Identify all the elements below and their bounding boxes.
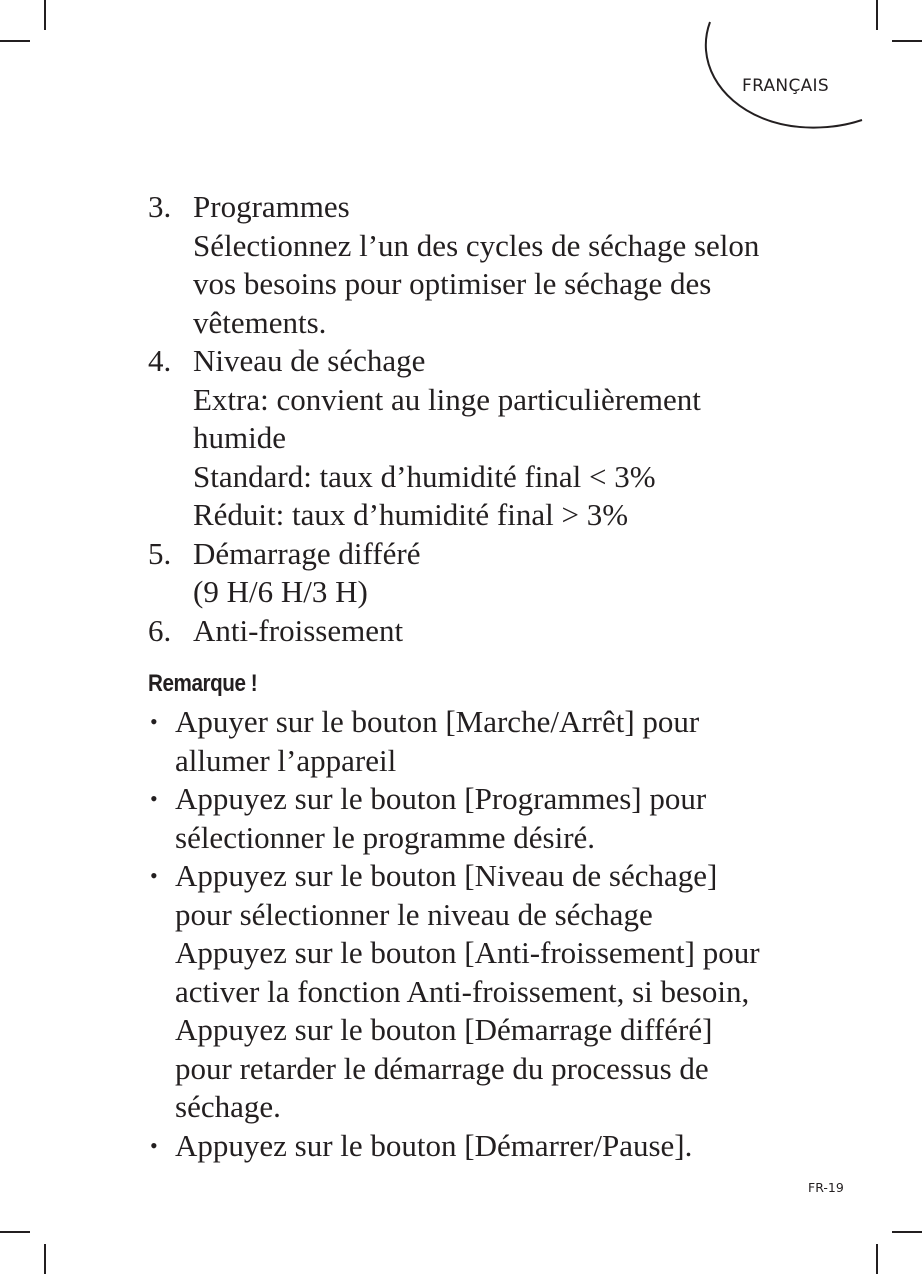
bullet-text-line: Apuyer sur le bouton [Marche/Arrêt] pour <box>175 704 700 739</box>
item-number: 5. <box>148 535 172 571</box>
item-heading: Niveau de séchage <box>193 343 426 378</box>
item-number: 3. <box>148 189 172 224</box>
crop-mark <box>44 0 46 30</box>
bullet-icon: • <box>150 786 158 811</box>
numbered-item <box>148 535 848 612</box>
crop-mark <box>876 0 878 30</box>
bullet-item <box>148 1127 868 1166</box>
bullet-item <box>148 703 868 780</box>
bullet-icon: • <box>150 709 158 734</box>
numbered-list <box>148 188 848 650</box>
bullet-text-line: activer la fonction Anti-froissement, si besoin, <box>175 973 750 1009</box>
crop-mark <box>892 1231 922 1233</box>
item-heading: Démarrage différé <box>193 535 421 571</box>
page-number: FR-19 <box>808 1180 844 1195</box>
item-heading: Anti-froissement <box>193 612 404 648</box>
bullet-text-line: séchage. <box>175 1089 281 1124</box>
bullet-item <box>148 857 868 1127</box>
crop-mark <box>892 40 922 42</box>
numbered-item <box>148 612 848 651</box>
bullet-text-line: sélectionner le programme désiré. <box>175 819 596 855</box>
item-text-line: Réduit: taux d’humidité final > 3% <box>193 497 629 532</box>
item-number: 4. <box>148 343 172 378</box>
bullet-icon: • <box>150 1132 158 1158</box>
item-text-line: humide <box>193 420 286 455</box>
numbered-item <box>148 188 848 342</box>
note-title: Remarque ! <box>148 670 258 697</box>
bullet-list <box>148 703 868 1165</box>
bullet-text-line: pour retarder le démarrage du processus de <box>175 1050 709 1086</box>
item-text-line: Sélectionnez l’un des cycles de séchage selon <box>193 227 760 263</box>
crop-mark <box>44 1244 46 1274</box>
crop-mark <box>0 1231 30 1233</box>
bullet-text-line: Appuyez sur le bouton [Démarrage différé] <box>175 1012 713 1047</box>
numbered-item <box>148 342 848 535</box>
crop-mark <box>876 1244 878 1274</box>
item-text-line: Standard: taux d’humidité final < 3% <box>193 458 656 494</box>
item-text-line: (9 H/6 H/3 H) <box>193 574 368 609</box>
bullet-icon: • <box>150 863 158 888</box>
item-text-line: vêtements. <box>193 304 327 340</box>
bullet-item <box>148 780 868 857</box>
bullet-text-line: Appuyez sur le bouton [Démarrer/Pause]. <box>175 1127 693 1163</box>
bullet-text-line: Appuyez sur le bouton [Anti-froissement] pour <box>175 935 760 970</box>
item-heading: Programmes <box>193 189 350 224</box>
bullet-text-line: Appuyez sur le bouton [Programmes] pour <box>175 781 707 816</box>
bullet-text-line: Appuyez sur le bouton [Niveau de séchage] <box>175 858 718 893</box>
item-text-line: Extra: convient au linge particulièrement <box>193 381 701 417</box>
item-text-line: vos besoins pour optimiser le séchage des <box>193 266 712 301</box>
language-label: FRANÇAIS <box>742 76 829 96</box>
bullet-text-line: pour sélectionner le niveau de séchage <box>175 896 653 932</box>
bullet-text-line: allumer l’appareil <box>175 742 397 778</box>
item-number: 6. <box>148 612 172 648</box>
crop-mark <box>0 40 30 42</box>
